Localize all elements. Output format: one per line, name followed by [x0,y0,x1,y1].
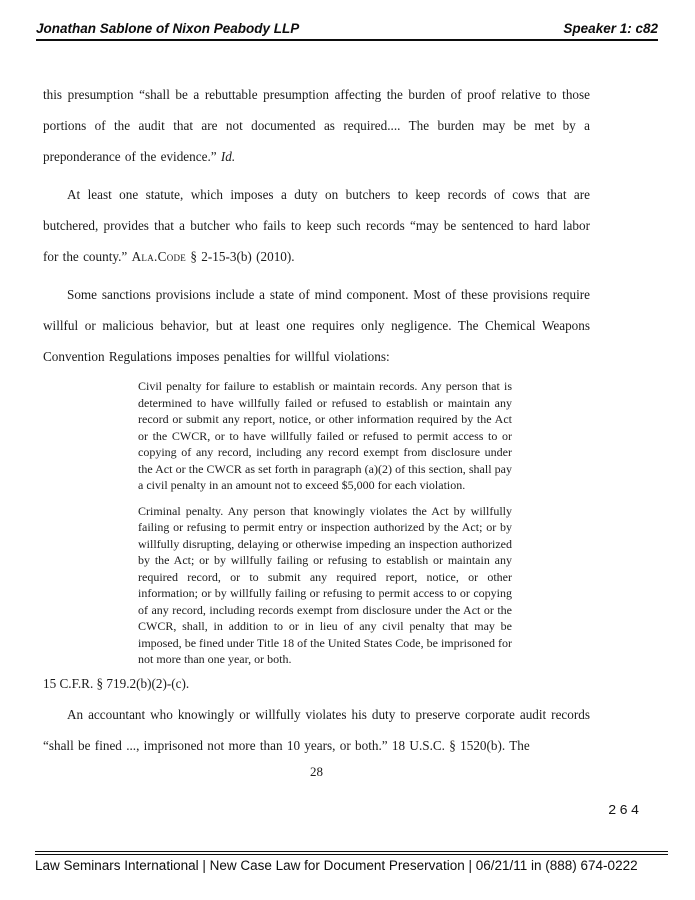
statute-citation-alacode: Ala.Code [131,249,187,264]
bates-stamp-number: 264 [608,803,643,819]
page-header [36,21,658,41]
blockquote-criminal-penalty: Criminal penalty. Any person that knowingly violates the Act by willfully failing or refusing to permit entry or inspection authorized by the Act; or by willfully disrupting, delaying or otherwise impeding an inspection authorized by the Act; or by willfully failing or refusing to establish or maintain any required record, or to submit any required report, notice, or other information; or by willfully failing or refusing to permit access to or copying of any record, including records exempt from disclosure under the Act or the CWCR, shall, in addition to or in lieu of any civil penalty that may be imposed, be fined under Title 18 of the United States Code, be imprisoned for not more than one year, or both. [138,503,512,666]
paragraph-sanctions: Some sanctions provisions include a state of mind component. Most of these provisions require willful or malicious behavior, but at least one requires only negligence. The Chemical Weapons Convention Regulations imposes penalties for willful violations: [43,287,590,364]
paragraph-butchers-text: At least one statute, which imposes a duty on butchers to keep records of cows that are butchered, provides that a butcher who fails to keep such records “may be sentenced to hard labor for the county.” [43,187,590,264]
page-footer [35,851,668,873]
paragraph-presumption-text: this presumption “shall be a rebuttable presumption affecting the burden of proof relative to those portions of the audit that are not documented as required.... The burden may be met by a preponderance of the evidence.” [43,87,590,164]
blockquote-civil-penalty: Civil penalty for failure to establish or maintain records. Any person that is determined to have willfully failed or refused to establish or maintain any record or submit any report, notice, or other information required by the Act or the CWCR, or to have willfully failed or refused to permit access to or copying of any record, including any record exempt from disclosure under the Act or the CWCR as set forth in paragraph (a)(2) of this section, shall pay a civil penalty in an amount not to exceed $5,000 for each violation. [138,379,512,492]
document-body [43,79,590,782]
header-author: Jonathan Sablone of Nixon Peabody LLP [36,21,300,36]
statute-citation-section: § 2-15-3(b) (2010). [190,249,295,264]
header-speaker-label: Speaker 1: c82 [563,21,658,36]
paragraph-accountant: An accountant who knowingly or willfully violates his duty to preserve corporate audit records “shall be fined ..., imprisoned not more than 10 years, or both.” 18 U.S.C. § 1520(b). The [43,706,590,753]
paragraph-butchers [43,179,590,272]
cfr-citation: 15 C.F.R. § 719.2(b)(2)-(c). [43,675,190,691]
case-citation-id: Id. [220,149,236,164]
footer-seminar-info: Law Seminars International | New Case Law for Document Preservation | 06/21/11 in (888) 674-0222 [35,858,638,873]
paragraph-presumption [43,79,590,172]
page-number: 28 [310,763,323,779]
